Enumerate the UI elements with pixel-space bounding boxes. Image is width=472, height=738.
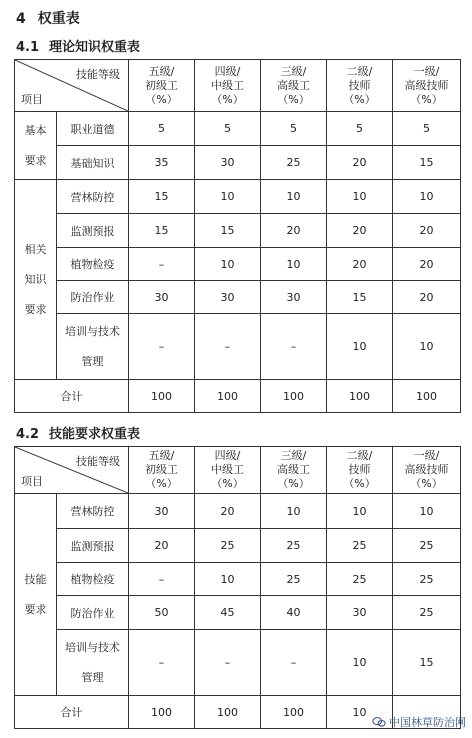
table2-title: 技能要求权重表 — [49, 427, 141, 442]
weight-value: 25 — [393, 596, 461, 630]
level-header: 二级/ 技师 （%） — [327, 447, 393, 494]
table-row — [15, 596, 461, 630]
table-row — [15, 314, 461, 380]
weight-value: 10 — [261, 494, 327, 529]
weight-value: 25 — [261, 563, 327, 596]
weight-value: 10 — [327, 630, 393, 696]
category-cell: 相关 知识 要求 — [15, 180, 57, 380]
level-header: 五级/ 初级工 （%） — [129, 447, 195, 494]
level-header: 五级/ 初级工 （%） — [129, 60, 195, 112]
weight-value: 5 — [327, 112, 393, 146]
level-header: 一级/ 高级技师 （%） — [393, 447, 461, 494]
weight-value: – — [195, 630, 261, 696]
item-name: 监测预报 — [57, 529, 129, 563]
weight-value: 20 — [393, 281, 461, 314]
total-value: 100 — [129, 380, 195, 413]
table-row — [15, 112, 461, 146]
item-name: 监测预报 — [57, 214, 129, 248]
section-title: 权重表 — [37, 11, 80, 27]
item-name: 防治作业 — [57, 281, 129, 314]
table-header-row — [15, 447, 461, 494]
total-value: 100 — [129, 696, 195, 729]
table-row — [15, 180, 461, 214]
theory-weight-table — [14, 59, 461, 413]
weight-value: 15 — [393, 146, 461, 180]
total-label: 合计 — [15, 380, 129, 413]
weight-value: 10 — [261, 248, 327, 281]
weight-value: 20 — [327, 146, 393, 180]
diagonal-header-cell — [15, 447, 129, 494]
item-name: 职业道德 — [57, 112, 129, 146]
table-row — [15, 630, 461, 696]
weight-value: 10 — [195, 563, 261, 596]
weight-value: – — [129, 314, 195, 380]
level-header: 四级/ 中级工 （%） — [195, 60, 261, 112]
total-label: 合计 — [15, 696, 129, 729]
weight-value: 15 — [129, 214, 195, 248]
weight-value: 45 — [195, 596, 261, 630]
weight-value: – — [261, 630, 327, 696]
level-header: 三级/ 高级工 （%） — [261, 447, 327, 494]
weight-value: 25 — [261, 529, 327, 563]
table-header-row — [15, 60, 461, 112]
item-name: 营林防控 — [57, 180, 129, 214]
item-label: 项目 — [21, 475, 43, 488]
item-name: 防治作业 — [57, 596, 129, 630]
weight-value: – — [129, 630, 195, 696]
weight-value: 10 — [393, 180, 461, 214]
weight-value: 30 — [129, 494, 195, 529]
weight-value: 5 — [261, 112, 327, 146]
section-number: 4 — [16, 11, 26, 27]
weight-value: 20 — [327, 248, 393, 281]
total-value: 100 — [195, 696, 261, 729]
table1-heading — [16, 36, 140, 55]
weight-value: – — [195, 314, 261, 380]
total-value: 100 — [261, 696, 327, 729]
table2-number: 4.2 — [16, 427, 40, 442]
item-name: 基础知识 — [57, 146, 129, 180]
skill-weight-table — [14, 446, 461, 729]
weight-value: 10 — [261, 180, 327, 214]
weight-value: 25 — [327, 529, 393, 563]
weight-value: 30 — [261, 281, 327, 314]
category-cell: 基本 要求 — [15, 112, 57, 180]
total-value: 100 — [195, 380, 261, 413]
weight-value: 15 — [195, 214, 261, 248]
weight-value: 35 — [129, 146, 195, 180]
section-heading — [16, 8, 80, 28]
level-header: 一级/ 高级技师 （%） — [393, 60, 461, 112]
item-label: 项目 — [21, 93, 43, 106]
table1-title: 理论知识权重表 — [49, 40, 141, 55]
weight-value: 15 — [393, 630, 461, 696]
weight-value: 30 — [195, 281, 261, 314]
weight-value: 15 — [129, 180, 195, 214]
weight-value: 5 — [195, 112, 261, 146]
weight-value: 5 — [393, 112, 461, 146]
weight-value: 10 — [195, 180, 261, 214]
total-row — [15, 380, 461, 413]
table-row — [15, 146, 461, 180]
weight-value: 20 — [261, 214, 327, 248]
category-cell: 技能 要求 — [15, 494, 57, 696]
weight-value: 40 — [261, 596, 327, 630]
table-row — [15, 529, 461, 563]
weight-value: 10 — [393, 314, 461, 380]
total-value: 100 — [393, 380, 461, 413]
weight-value: 10 — [327, 180, 393, 214]
skill-level-label: 技能等级 — [76, 455, 120, 468]
item-name: 营林防控 — [57, 494, 129, 529]
weight-value: 30 — [195, 146, 261, 180]
weight-value: 10 — [393, 494, 461, 529]
weight-value: 20 — [195, 494, 261, 529]
weight-value: 10 — [327, 314, 393, 380]
table-row — [15, 563, 461, 596]
weight-value: 25 — [327, 563, 393, 596]
weight-value: 15 — [327, 281, 393, 314]
item-name: 培训与技术 管理 — [57, 314, 129, 380]
total-value: 100 — [327, 380, 393, 413]
weight-value: 25 — [261, 146, 327, 180]
weight-value: 30 — [129, 281, 195, 314]
weight-value: 30 — [327, 596, 393, 630]
total-value: 10 — [327, 696, 393, 729]
weight-value: – — [261, 314, 327, 380]
total-value: 100 — [261, 380, 327, 413]
table-row — [15, 281, 461, 314]
weight-value: 10 — [195, 248, 261, 281]
weight-value: 25 — [393, 563, 461, 596]
level-header: 四级/ 中级工 （%） — [195, 447, 261, 494]
weight-value: 20 — [393, 214, 461, 248]
chat-bubble-icon — [372, 715, 386, 729]
table-row — [15, 494, 461, 529]
watermark-text: 中国林草防治网 — [389, 716, 466, 729]
table2-heading — [16, 423, 140, 442]
item-name: 植物检疫 — [57, 563, 129, 596]
weight-value: 25 — [195, 529, 261, 563]
weight-value: 5 — [129, 112, 195, 146]
table-row — [15, 214, 461, 248]
weight-value: – — [129, 563, 195, 596]
diagonal-header-cell — [15, 60, 129, 112]
weight-value: 50 — [129, 596, 195, 630]
weight-value: 10 — [327, 494, 393, 529]
item-name: 植物检疫 — [57, 248, 129, 281]
weight-value: 25 — [393, 529, 461, 563]
skill-level-label: 技能等级 — [76, 68, 120, 81]
level-header: 三级/ 高级工 （%） — [261, 60, 327, 112]
weight-value: 20 — [327, 214, 393, 248]
watermark — [372, 714, 466, 730]
weight-value: 20 — [393, 248, 461, 281]
item-name: 培训与技术 管理 — [57, 630, 129, 696]
weight-value: – — [129, 248, 195, 281]
table-row — [15, 248, 461, 281]
level-header: 二级/ 技师 （%） — [327, 60, 393, 112]
weight-value: 20 — [129, 529, 195, 563]
table1-number: 4.1 — [16, 40, 40, 55]
